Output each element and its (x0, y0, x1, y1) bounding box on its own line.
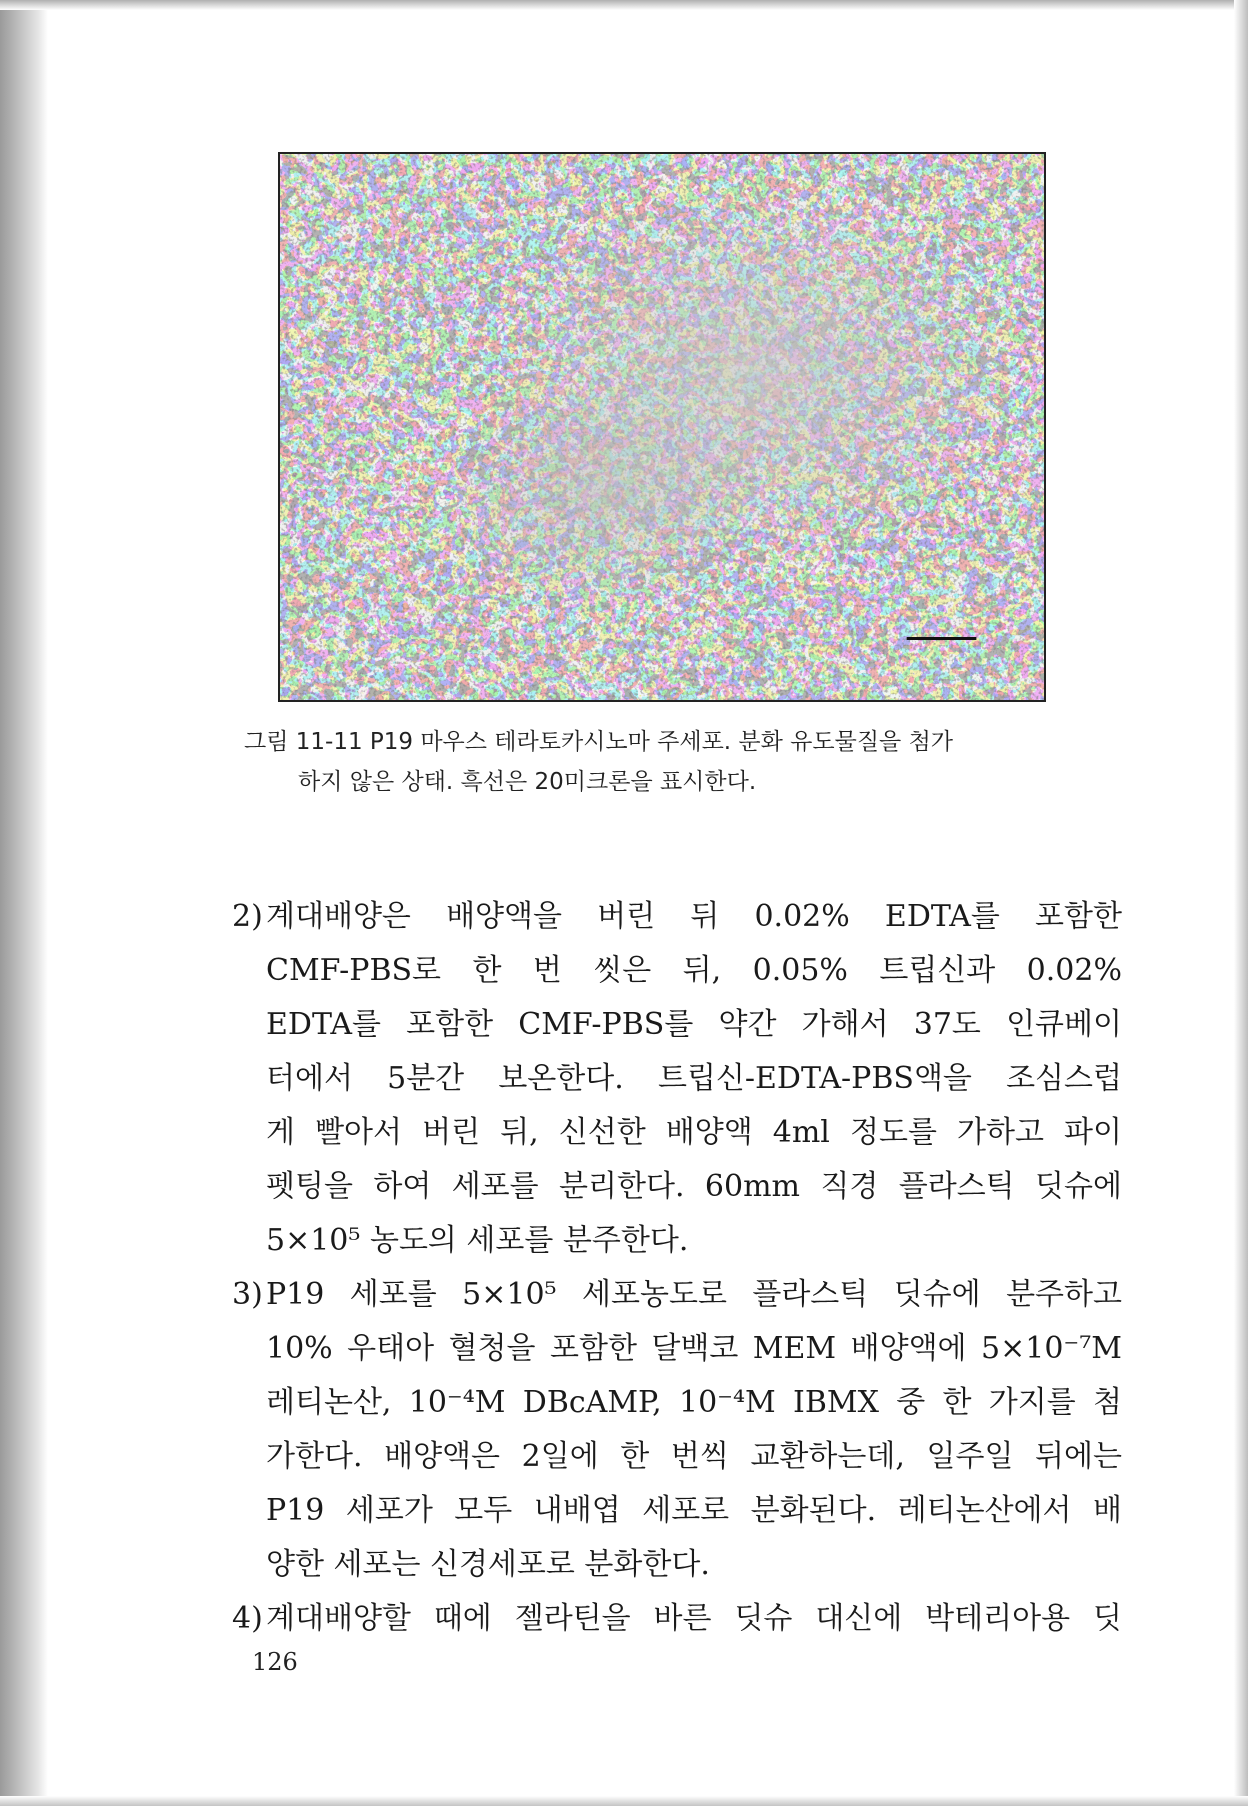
text-line: 가한다. 배양액은 2일에 한 번씩 교환하는데, 일주일 뒤에는 (266, 1439, 1122, 1474)
figure-caption (244, 722, 1124, 802)
text-line: 게 빨아서 버린 뒤, 신선한 배양액 4ml 정도를 가하고 파이 (266, 1115, 1122, 1150)
text-line: 터에서 5분간 보온한다. 트립신-EDTA-PBS액을 조심스럽 (266, 1061, 1122, 1096)
item-number: 3) (232, 1277, 263, 1312)
micrograph-photo (278, 152, 1046, 702)
text-line: 양한 세포는 신경세포로 분화한다. (266, 1547, 710, 1582)
text-line: P19 세포가 모두 내배엽 세포로 분화된다. 레티논산에서 배 (266, 1493, 1122, 1528)
text-line: 10% 우태아 혈청을 포함한 달백코 MEM 배양액에 5×10⁻⁷M (266, 1331, 1122, 1366)
text-line: 펫팅을 하여 세포를 분리한다. 60mm 직경 플라스틱 딧슈에 (266, 1169, 1122, 1204)
list-item (232, 1592, 1122, 1646)
text-line: 레티논산, 10⁻⁴M DBcAMP, 10⁻⁴M IBMX 중 한 가지를 첨 (266, 1385, 1122, 1420)
text-line: CMF-PBS로 한 번 씻은 뒤, 0.05% 트립신과 0.02% (266, 953, 1122, 988)
procedure-list (232, 890, 1122, 1646)
page-edge-left (0, 0, 48, 1806)
item-number: 2) (232, 899, 263, 934)
text-line: 계대배양할 때에 젤라틴을 바른 딧슈 대신에 박테리아용 딧 (266, 1601, 1122, 1636)
text-line: P19 세포를 5×10⁵ 세포농도로 플라스틱 딧슈에 분주하고 (266, 1277, 1122, 1312)
item-number: 4) (232, 1601, 263, 1636)
page-edge-top (0, 0, 1248, 10)
caption-line-2: 하지 않은 상태. 흑선은 20미크론을 표시한다. (298, 769, 757, 795)
page-edge-right (1234, 0, 1248, 1806)
text-line: 5×10⁵ 농도의 세포를 분주한다. (266, 1223, 689, 1258)
caption-line-1: 그림 11-11 P19 마우스 테라토카시노마 주세포. 분화 유도물질을 첨가 (244, 729, 954, 755)
text-line: 계대배양은 배양액을 버린 뒤 0.02% EDTA를 포함한 (266, 899, 1122, 934)
text-line: EDTA를 포함한 CMF-PBS를 약간 가해서 37도 인큐베이 (266, 1007, 1122, 1042)
micrograph-image (280, 154, 1044, 700)
list-item (232, 1268, 1122, 1592)
list-item (232, 890, 1122, 1268)
page-edge-bottom (0, 1796, 1248, 1806)
page-number: 126 (252, 1648, 298, 1676)
